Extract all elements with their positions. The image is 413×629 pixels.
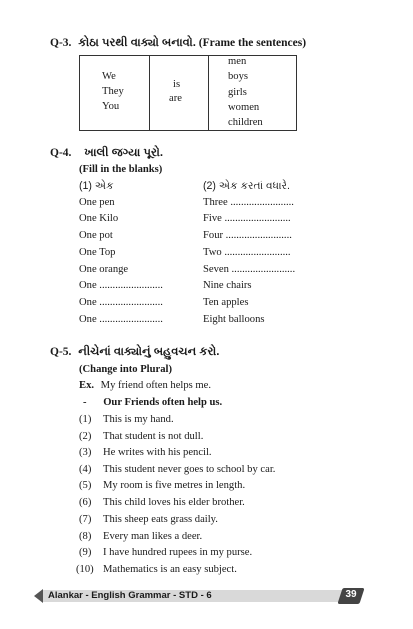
q4-column-head-singular: (1) એક (79, 180, 114, 192)
q5-answer-text: Our Friends often help us. (103, 397, 223, 408)
q4-column-head-plural: (2) એક કરતાં વધારે. (203, 180, 290, 192)
q5-example-text: My friend often helps me. (100, 380, 211, 391)
q5-item (76, 563, 237, 576)
q5-item-number: (9) (79, 547, 92, 558)
q4-right-cell: Seven ........................ (203, 264, 296, 275)
q3-subject-cell: They (102, 86, 124, 97)
q5-item-text: He writes with his pencil. (103, 447, 212, 458)
q5-item (79, 546, 253, 559)
q5-item-text: This sheep eats grass daily. (103, 514, 218, 525)
page-number: 39 (345, 589, 357, 600)
q5-item-number: (4) (79, 464, 92, 475)
q3-subject-cell: We (102, 71, 116, 82)
q5-item-number: (1) (79, 414, 92, 425)
q3-object-cell: boys (228, 71, 249, 82)
q5-item (79, 479, 246, 492)
q4-left-cell: One Top (79, 247, 116, 258)
q4-right-cell: Three ........................ (203, 197, 294, 208)
q4-left-cell: One ........................ (79, 280, 163, 291)
q5-item-text: This student never goes to school by car. (103, 464, 276, 475)
q5-item-number: (10) (76, 564, 94, 575)
q5-item-text: This child loves his elder brother. (103, 497, 245, 508)
q5-item-number: (3) (79, 447, 92, 458)
q4-left-cell: One ........................ (79, 314, 163, 325)
q4-left-cell: One pen (79, 197, 115, 208)
q4-right-cell: Four ......................... (203, 230, 292, 241)
q5-item (79, 413, 174, 426)
q4-heading (50, 147, 163, 160)
q5-item-text: This is my hand. (103, 414, 174, 425)
q5-item-number: (7) (79, 514, 92, 525)
q3-subject-cell: You (102, 101, 120, 112)
q4-right-cell: Nine chairs (203, 280, 252, 291)
q5-item (79, 430, 204, 443)
q4-subtitle: (Fill in the blanks) (79, 164, 163, 175)
q5-heading (50, 346, 220, 359)
q5-subtitle: (Change into Plural) (79, 364, 172, 375)
q3-number: Q-3. (50, 37, 72, 49)
q3-verb-cell: is (173, 79, 181, 90)
footer-arrow-icon (34, 589, 43, 603)
page-footer (34, 589, 365, 603)
q3-object-cell: girls (228, 87, 247, 98)
q4-title-gujarati: ખાલી જગ્યા પૂરો. (84, 147, 164, 159)
q3-verb-cell: are (169, 93, 182, 104)
q3-title-english: (Frame the sentences) (198, 37, 307, 49)
q5-answer-dash: - (83, 397, 87, 408)
q5-item (79, 446, 212, 459)
q5-item-number: (6) (79, 497, 92, 508)
q4-left-cell: One ........................ (79, 297, 163, 308)
q5-title-gujarati: નીચેનાં વાક્યોનું બહુવચન કરો. (78, 346, 220, 358)
q4-right-cell: Five ......................... (203, 213, 291, 224)
q5-item-text: Every man likes a deer. (103, 531, 203, 542)
q4-left-cell: One Kilo (79, 213, 119, 224)
q3-object-cell: men (228, 56, 247, 67)
q5-item-number: (8) (79, 531, 92, 542)
q5-item (79, 513, 218, 526)
q5-item-text: My room is five metres in length. (103, 480, 246, 491)
q5-number: Q-5. (50, 346, 72, 358)
q4-left-cell: One orange (79, 264, 129, 275)
q4-right-cell: Two ......................... (203, 247, 291, 258)
q5-item (79, 463, 276, 476)
q3-object-cell: children (228, 117, 263, 128)
q5-item-text: That student is not dull. (103, 431, 204, 442)
q4-right-cell: Eight balloons (203, 314, 265, 325)
q4-right-cell: Ten apples (203, 297, 249, 308)
q5-item-text: I have hundred rupees in my purse. (103, 547, 253, 558)
q4-number: Q-4. (50, 147, 72, 159)
q5-example (79, 379, 211, 392)
q5-example-answer (83, 396, 222, 409)
q5-item (79, 530, 203, 543)
q5-item (79, 496, 245, 509)
q5-item-text: Mathematics is an easy subject. (103, 564, 237, 575)
q4-left-cell: One pot (79, 230, 113, 241)
q5-item-number: (2) (79, 431, 92, 442)
q3-heading (50, 37, 306, 50)
q3-object-cell: women (228, 102, 260, 113)
q3-title-gujarati: કોઠા પરથી વાક્યો બનાવો. (78, 37, 196, 49)
page-number-badge (340, 588, 362, 604)
q5-example-label: Ex. (79, 380, 95, 391)
q5-item-number: (5) (79, 480, 92, 491)
footer-book-title: Alankar - English Grammar - STD - 6 (48, 590, 212, 601)
q3-table (79, 55, 297, 131)
